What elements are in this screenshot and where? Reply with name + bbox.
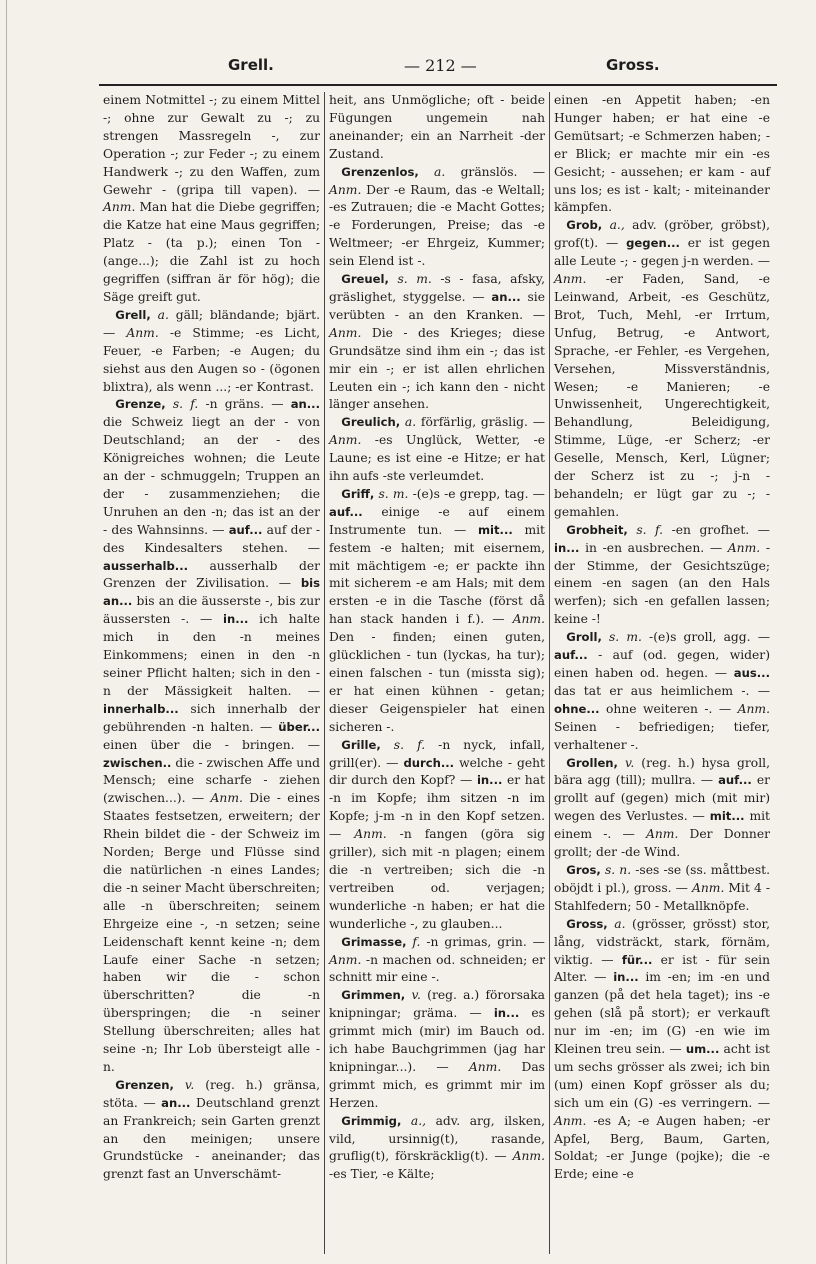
entry-text [151,308,158,322]
entry-text [381,738,394,752]
entry-text: -(e)s -e grepp, tag. — [408,486,545,501]
dictionary-entry [554,629,770,754]
grammar-label: v. [184,1077,195,1092]
entry-text: einige -e auf einem Instrumente tun. — [329,504,545,537]
entry-text: in -en ausbrechen. — [579,540,728,555]
entry-text: -n gräns. — [198,397,291,412]
grammar-label: Anm. [691,880,725,895]
headword: an... [491,289,521,304]
entry-text: Der -e Raum, das -e Weltall; -es Zutrauen; die -e Macht Gottes; -e Forderungen, Preise; das -e Weltmeer; -er Ehrgeiz, Kummer; sein Elend ist -. [329,182,545,269]
headword: Grenze, [115,397,166,412]
grammar-label: Anm. [512,1149,545,1164]
entry-text: Mit 4 - Stahlfedern; 50 - Metallknöpfe. [554,880,771,913]
grammar-label: v. [411,988,421,1003]
entry-text: einen über die - bringen. — [103,737,320,752]
entry-text: bis an die äusserste -, bis zur äussersten -. — [103,594,320,627]
dictionary-entry [554,522,770,629]
dictionary-entry [329,934,545,988]
dictionary-entry [554,916,770,1185]
entry-continuation [329,92,545,164]
dictionary-entry [103,307,320,397]
headword: an... [290,397,320,412]
headword: Grenzenlos, [341,164,419,179]
entry-text: gäll; bländande; bjärt. — [103,307,320,340]
grammar-label: a. [614,916,626,931]
grammar-label: a., [609,218,625,233]
page-margin-line [6,0,7,1264]
entry-continuation [554,92,770,217]
headword: über... [278,719,320,734]
dictionary-entry [554,755,770,862]
entry-text: Das grimmt mich, es grimmt mir im Herzen. [329,1059,545,1110]
headword: in... [554,540,580,555]
headword: Grob, [566,218,603,233]
dictionary-entry [103,1077,320,1184]
dictionary-entry [329,987,545,1112]
column-middle [324,92,549,1254]
headword: auf... [718,773,752,788]
headword: Grell, [115,307,151,322]
entry-text: sie verübten - an den Kranken. — [329,289,545,322]
entry-text: (grösser, grösst) stor, lång, vidsträckt, stark, förnäm, viktig. — [554,916,770,967]
grammar-label: a. [404,415,417,430]
grammar-label: v. [624,755,635,770]
entry-text: förfärlig, gräslig. — [416,415,545,430]
headword: in... [493,1006,520,1021]
grammar-label: Anm. [103,200,136,215]
entry-text: ich halte mich in den -n meines Einkommens; einen in den -n seiner Pflicht halten; sich in den -n der Mässigkeit halten. — [103,612,320,698]
headword: Greuel, [341,272,389,287]
entry-text: -er Faden, Sand, -e Leinwand, Arbeit, -es Geschütz, Brot, Tuch, Mehl, -er Irrtum, Unfug, Betrug, -e Antwort, Sprache, -er Fehler, -es Vergehen, Versehen, Missverständnis, Wesen; -e Manieren; -e Unwissenheit, Ungerechtigkeit, Behandlung, Beleidigung, Stimme, Lüge, -er Scherz; -er Geselle, Mensch, Kerl, Lügner; der Scherz ist zu -; j-n - behandeln; er lügt gar zu -; - gemahlen. [554,272,770,519]
dictionary-entry [329,486,545,737]
headword: an... [161,1095,191,1110]
headword: mit... [477,522,513,537]
headword: auf... [228,522,263,537]
entry-text: -n nyck, infall, grill(er). — [329,737,545,770]
grammar-label: Anm. [727,540,761,555]
entry-text: auf der - des Kindesalters stehen. — [103,522,320,555]
entry-text: er ist - für sein Alter. — [554,952,770,985]
dictionary-entry [554,217,770,521]
dictionary-entry [329,164,545,271]
grammar-label: Anm. [468,1059,502,1074]
entry-text: -n machen od. schneiden; er schnitt mir eine -. [329,952,545,985]
entry-text: er grollt auf (gegen) mich (mit mir) wegen des Verlustes. — [554,773,770,824]
grammar-label: a. [434,164,446,179]
entry-text: er hat -n im Kopfe; ihm sitzen -n im Kopfe; j-m -n in den Kopf setzen. — [329,773,545,842]
grammar-label: Anm. [554,1113,587,1128]
headword: mit... [709,809,745,824]
headword: Grille, [341,737,381,752]
headword: Grimmen, [341,988,406,1003]
headword: Grobheit, [566,522,628,537]
entry-text [602,630,609,644]
entry-text [174,1078,185,1092]
entry-text: -es A; -e Augen haben; -er Apfel, Berg, Baum, Garten, Soldat; -er Junge (pojke); die -e Erde; eine -e [554,1113,770,1182]
grammar-label: s. m. [378,486,409,501]
grammar-label: f. [412,934,421,949]
grammar-label: Anm. [329,433,362,448]
entry-text: adv. (gröber, gröbst), grof(t). — [554,218,770,251]
grammar-label: Anm. [354,827,387,842]
column-left [99,92,324,1254]
dictionary-entry [554,862,770,916]
entry-text: - auf (od. gegen, wider) einen haben od. hegen. — [554,648,770,680]
headword: für... [621,952,653,967]
headword: auf... [554,648,588,663]
entry-text: Man hat die Diebe gegriffen; die Katze hat eine Maus gegriffen; Platz - (ta p.); einen Ton - (ange...); die Zahl ist zu hoch gegriffen (siffran är för hög); die Säge greift gut. [103,200,320,304]
headword: Groll, [566,630,602,645]
grammar-label: Anm. [737,701,770,716]
entry-text: -en grofhet. — [663,522,770,537]
text-columns [99,92,777,1254]
entry-text: gränslös. — [445,164,545,179]
grammar-label: Anm. [126,325,159,340]
entry-text: heit, ans Unmögliche; oft - beide Fügungen ungemein nah aneinander; ein an Narrheit -der Zustand. [329,93,545,161]
grammar-label: Anm. [329,325,362,340]
header-first-word: Grell. [228,56,274,74]
entry-text: sich innerhalb der gebührenden -n halten. — [103,701,320,734]
entry-text: Deutschland grenzt an Frankreich; sein Garten grenzt an den meinigen; unsere Grundstücke - aneinander; das grenzt fast an Unverschämt- [103,1095,321,1182]
entry-text: ohne weiteren -. — [599,701,738,716]
entry-text: adv. arg, ilsken, vild, ursinnig(t), rasande, gruflig(t), förskräcklig(t). — [329,1113,545,1164]
dictionary-entry [329,1113,545,1185]
grammar-label: s. f. [393,737,426,752]
grammar-label: Anm. [210,791,243,806]
entry-text: -e Stimme; -es Licht, Feuer, -e Farben; -e Augen; du siehst aus den Augen so - (ögonen blixtra), als wenn ...; -er Kontrast. [103,325,320,394]
headword: in... [222,612,249,627]
entry-text: -n fangen (göra sig griller), sich mit -n plagen; einem die -n vertreiben; sich die -n vertreiben od. verjagen; wunderliche -n haben; er hat die wunderliche -, zu glauben... [329,827,545,931]
entry-text: Die - eines Staates festsetzen, erweitern; der Rhein bildet die - der Schweiz im Norden; Berge und Flüsse sind die natürlichen -n eines Landes; die -n seiner Macht überschreiten; alle -n überschreiten; seinem Ehrgeize eine -, -n setzen; seine Leidenschaft kennt keine -n; dem Laufe einer Sache -n setzen; haben wir die - schon überschritten? die -n überspringen; die -n seiner Stellung überschreiten; alles hat seine -n; Ihr Lob übersteigt alle -n. [103,791,320,1074]
headword: gegen... [626,236,680,251]
headword: Grimmig, [341,1113,402,1128]
grammar-label: Anm. [645,827,679,842]
column-right [549,92,774,1254]
entry-text: Den - finden; einen guten, glücklichen - tun (lyckas, ha tur); einen falschen - tun (missta sig); er hat einen kühnen - getan; dieser Geigenspieler hat einen sicheren -. [329,630,545,734]
entry-text: einem Notmittel -; zu einem Mittel -; ohne zur Gewalt zu -; zu strengen Massregeln -, zur Operation -; zur Feder -; zu einem Handwerk -; zu den Waffen, zum Gewehr - (gripa till vapen). — [103,93,320,197]
grammar-label: s. f. [636,522,664,537]
entry-text: (reg. h.) hysa groll, bära agg (till); mullra. — [554,755,770,788]
entry-text: (reg. a.) förorsaka knipningar; gräma. — [329,988,545,1021]
entry-text [401,1114,411,1128]
entry-text: er ist gegen alle Leute -; - gegen j-n werden. — [554,236,770,269]
headword: Gross, [566,916,608,931]
headword: bis an... [103,576,320,609]
headword: innerhalb... [103,701,179,716]
entry-text: im -en; im -en und ganzen (på det hela taget); ins -e gehen (slå på stort); er verkauft nur im -en; im (G) -en wie im Kleinen treu sein. — [554,970,770,1057]
dictionary-entry [329,737,545,934]
running-header [100,56,808,80]
entry-text: -es Tier, -e Kälte; [329,1167,435,1182]
entry-text [602,218,609,232]
entry-text: -es Unglück, Wetter, -e Laune; es ist eine -e Hitze; er hat ihn aufs -ste verleumdet. [329,433,545,484]
headword: Grimasse, [341,934,407,949]
dictionary-entry [329,414,545,486]
entry-text: welche - geht dir durch den Kopf? — [329,755,546,788]
entry-text [419,165,434,179]
entry-continuation [103,92,320,307]
headword: Grenzen, [115,1077,174,1092]
entry-text: ausserhalb der Grenzen der Zivilisation. — [103,558,320,591]
dictionary-entry [103,396,320,1076]
entry-text: -n grimas, grin. — [420,934,545,949]
entry-text: - der Stimme, der Gesichtszüge; einem -en sagen (an den Hals werfen); sich -en gefallen lassen; keine -! [554,540,770,627]
headword: durch... [403,755,455,770]
headword: in... [476,773,503,788]
entry-text [618,756,625,770]
grammar-label: s. m. [397,272,432,287]
entry-text: -(e)s groll, agg. — [641,630,770,645]
headword: Griff, [341,486,375,501]
headword: in... [613,970,639,985]
headword: auf... [329,504,363,519]
grammar-label: Anm. [554,272,587,287]
entry-text: das tat er aus heimlichem -. — [554,683,770,698]
headword: ohne... [554,701,600,716]
entry-text: -s - fasa, afsky, gräslighet, styggelse. — [329,272,545,304]
entry-text: acht ist um sechs grösser als zwei; ich bin (um) einen Kopf grösser als du; sich um ein (G) -es verringern. — [554,1042,770,1110]
grammar-label: s. n. [604,862,632,877]
entry-text: Die - des Krieges; diese Grundsätze sind ihm ein -; das ist mir ein -; er ist allen ehrlichen Leuten ein -; ich kann den - nicht länger ansehen. [329,325,545,412]
grammar-label: a. [157,307,169,322]
entry-text: Seinen - befriedigen; tiefer, verhaltener -. [554,719,770,752]
headword: Grollen, [566,755,618,770]
entry-text: es grimmt mich (mir) im Bauch od. ich habe Bauchgrimmen (jag har knipningar...). — [329,1006,545,1074]
header-rule [99,84,777,86]
headword: Gros, [566,862,601,877]
grammar-label: a., [410,1113,427,1128]
headword: ausserhalb... [103,558,189,573]
headword: aus... [733,666,770,680]
header-last-word: Gross. [606,56,660,74]
headword: um... [685,1042,720,1057]
grammar-label: s. f. [172,397,199,412]
entry-text: einen -en Appetit haben; -en Hunger haben; er hat eine -e Gemütsart; -e Schmerzen haben; -er Blick; er machte mir ein -es Gesicht; - aussehen; er kam - auf uns los; es ist - kalt; - miteinander kämpfen. [554,93,770,215]
grammar-label: s. m. [609,630,642,645]
entry-text [166,397,173,411]
entry-text: die Schweiz liegt an der - von Deutschland; an der - des Königreiches wohnen; die Leute an der - schmuggeln; Truppen an der - zusammenziehen; die Unruhen an den -n; das ist an der - des Wahnsinns. — [103,415,320,537]
entry-text: mit einem -. — [554,809,770,842]
headword: zwischen.. [103,755,172,770]
entry-text: (reg. h.) gränsa, stöta. — [103,1077,320,1110]
entry-text: -ses -se (ss. måttbest. oböjdt i pl.), gross. — [554,862,770,895]
headword: Greulich, [341,415,401,430]
entry-text: Der Donner grollt; der -de Wind. [554,827,770,860]
page-number: — 212 — [404,56,477,75]
grammar-label: Anm. [329,952,362,967]
dictionary-entry [329,271,545,414]
entry-text: die - zwischen Affe und Mensch; eine scharfe - ziehen (zwischen...). — [103,755,320,806]
entry-text: mit festem -e halten; mit eisernem, mit mächtigem -e; er packte ihn mit sicherem -e am Hals; mit dem ersten -e in die Tasche (först då han stack handen i f.). — [329,522,545,627]
grammar-label: Anm. [329,182,362,197]
grammar-label: Anm. [512,612,545,627]
